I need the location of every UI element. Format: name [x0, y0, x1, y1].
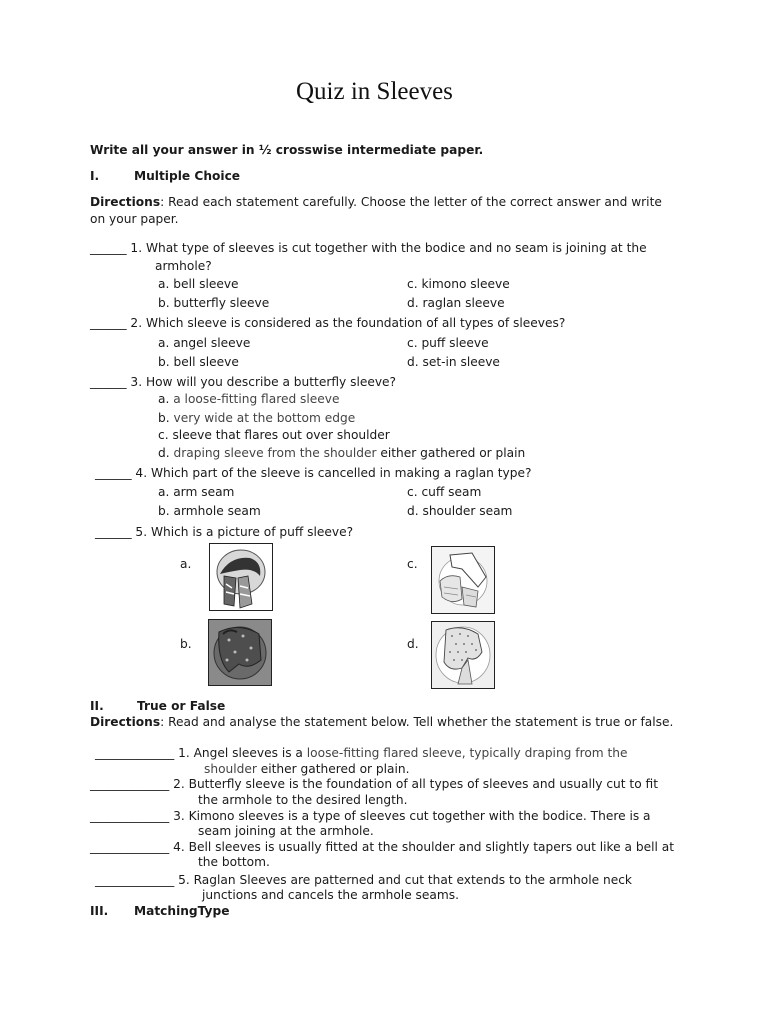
- directions-text: : Read each statement carefully. Choose the letter of the correct answer and write: [160, 195, 662, 209]
- q2-option-c: c. puff sleeve: [407, 336, 489, 350]
- option-text: bell sleeve: [173, 355, 239, 369]
- tf-statement-1-cont: [204, 762, 410, 776]
- q1-option-a: [158, 277, 239, 291]
- part1-directions-cont: on your paper.: [90, 212, 179, 226]
- q5-label-b: b.: [180, 637, 192, 651]
- option-letter: a.: [158, 277, 170, 291]
- tf-statement-2-cont: the armhole to the desired length.: [198, 793, 408, 807]
- statement-text: either gathered or plain.: [256, 762, 410, 776]
- option-text: armhole seam: [173, 504, 261, 518]
- tf-statement-3: _____________ 3. Kimono sleeves is a type of sleeves cut together with the bodice. There is a: [90, 809, 651, 823]
- q2-option-d: d. set-in sleeve: [407, 355, 500, 369]
- q1-option-d: d. raglan sleeve: [407, 296, 505, 310]
- directions-label: Directions: [90, 195, 161, 209]
- option-text: a loose-fitting flared sleeve: [173, 392, 340, 406]
- option-text: arm seam: [173, 485, 235, 499]
- question-1: ______ 1. What type of sleeves is cut together with the bodice and no seam is joining at the: [90, 241, 647, 255]
- q3-option-a: [158, 392, 340, 406]
- question-5: ______ 5. Which is a picture of puff sleeve?: [95, 525, 354, 539]
- option-letter: b.: [158, 296, 170, 310]
- q1-option-c: c. kimono sleeve: [407, 277, 510, 291]
- tf-statement-4: _____________ 4. Bell sleeves is usually fitted at the shoulder and slightly tapers out like a bell at: [90, 840, 675, 854]
- page-title: Quiz in Sleeves: [296, 78, 453, 105]
- tf-statement-4-cont: the bottom.: [198, 855, 270, 869]
- option-letter: b.: [158, 411, 170, 425]
- part3-numeral: III.: [90, 904, 109, 918]
- q5-label-a: a.: [180, 557, 192, 571]
- option-letter: a.: [158, 336, 170, 350]
- tf-statement-1: [95, 746, 628, 760]
- option-letter: d.: [158, 446, 170, 460]
- option-text: sleeve that flares out over shoulder: [172, 428, 390, 442]
- sleeve-picture-a: [209, 543, 273, 611]
- option-letter: b.: [158, 504, 170, 518]
- question-4: ______ 4. Which part of the sleeve is cancelled in making a raglan type?: [95, 466, 532, 480]
- sleeve-picture-b: [208, 619, 272, 686]
- part2-directions: [90, 715, 673, 729]
- question-1-cont: armhole?: [155, 259, 212, 273]
- directions-text: : Read and analyse the statement below. Tell whether the statement is true or false.: [160, 715, 674, 729]
- tf-statement-5-cont: junctions and cancels the armhole seams.: [202, 888, 459, 902]
- option-text: angel sleeve: [173, 336, 251, 350]
- directions-label: Directions: [90, 715, 161, 729]
- option-letter: b.: [158, 355, 170, 369]
- part1-numeral: I.: [90, 169, 100, 183]
- q2-option-b: [158, 355, 239, 369]
- statement-text-grey: shoulder: [204, 762, 257, 776]
- q5-label-c: c.: [407, 557, 418, 571]
- q4-option-d: d. shoulder seam: [407, 504, 513, 518]
- option-letter: a.: [158, 392, 170, 406]
- q2-option-a: [158, 336, 250, 350]
- part3-heading: MatchingType: [134, 904, 230, 918]
- q3-option-c: [158, 428, 390, 442]
- tf-statement-5: _____________ 5. Raglan Sleeves are patterned and cut that extends to the armhole neck: [95, 873, 632, 887]
- option-text: butterfly sleeve: [173, 296, 270, 310]
- statement-text-grey: loose-fitting flared sleeve, typically draping from the: [306, 746, 628, 760]
- q3-option-b: [158, 411, 355, 425]
- option-letter: c.: [158, 428, 169, 442]
- option-text: bell sleeve: [173, 277, 239, 291]
- sleeve-picture-d: [431, 621, 495, 689]
- statement-text: _____________ 1. Angel sleeves is a: [95, 746, 307, 760]
- part1-heading: Multiple Choice: [134, 169, 241, 183]
- q4-option-b: [158, 504, 261, 518]
- q4-option-c: c. cuff seam: [407, 485, 482, 499]
- q5-label-d: d.: [407, 637, 419, 651]
- q4-option-a: [158, 485, 234, 499]
- sleeve-picture-c: [431, 546, 495, 614]
- question-3: ______ 3. How will you describe a butterfly sleeve?: [90, 375, 397, 389]
- option-letter: a.: [158, 485, 170, 499]
- q1-option-b: [158, 296, 269, 310]
- q3-option-d: [158, 446, 525, 460]
- general-instruction: Write all your answer in ½ crosswise intermediate paper.: [90, 143, 484, 157]
- question-2: ______ 2. Which sleeve is considered as the foundation of all types of sleeves?: [90, 316, 566, 330]
- option-text-cont: either gathered or plain: [376, 446, 526, 460]
- option-text: draping sleeve from the shoulder: [173, 446, 377, 460]
- part2-heading: True or False: [137, 699, 226, 713]
- tf-statement-2: _____________ 2. Butterfly sleeve is the foundation of all types of sleeves and usually cut to fit: [90, 777, 658, 791]
- part1-directions: [90, 195, 662, 209]
- tf-statement-3-cont: seam joining at the armhole.: [198, 824, 374, 838]
- part2-numeral: II.: [90, 699, 104, 713]
- option-text: very wide at the bottom edge: [173, 411, 356, 425]
